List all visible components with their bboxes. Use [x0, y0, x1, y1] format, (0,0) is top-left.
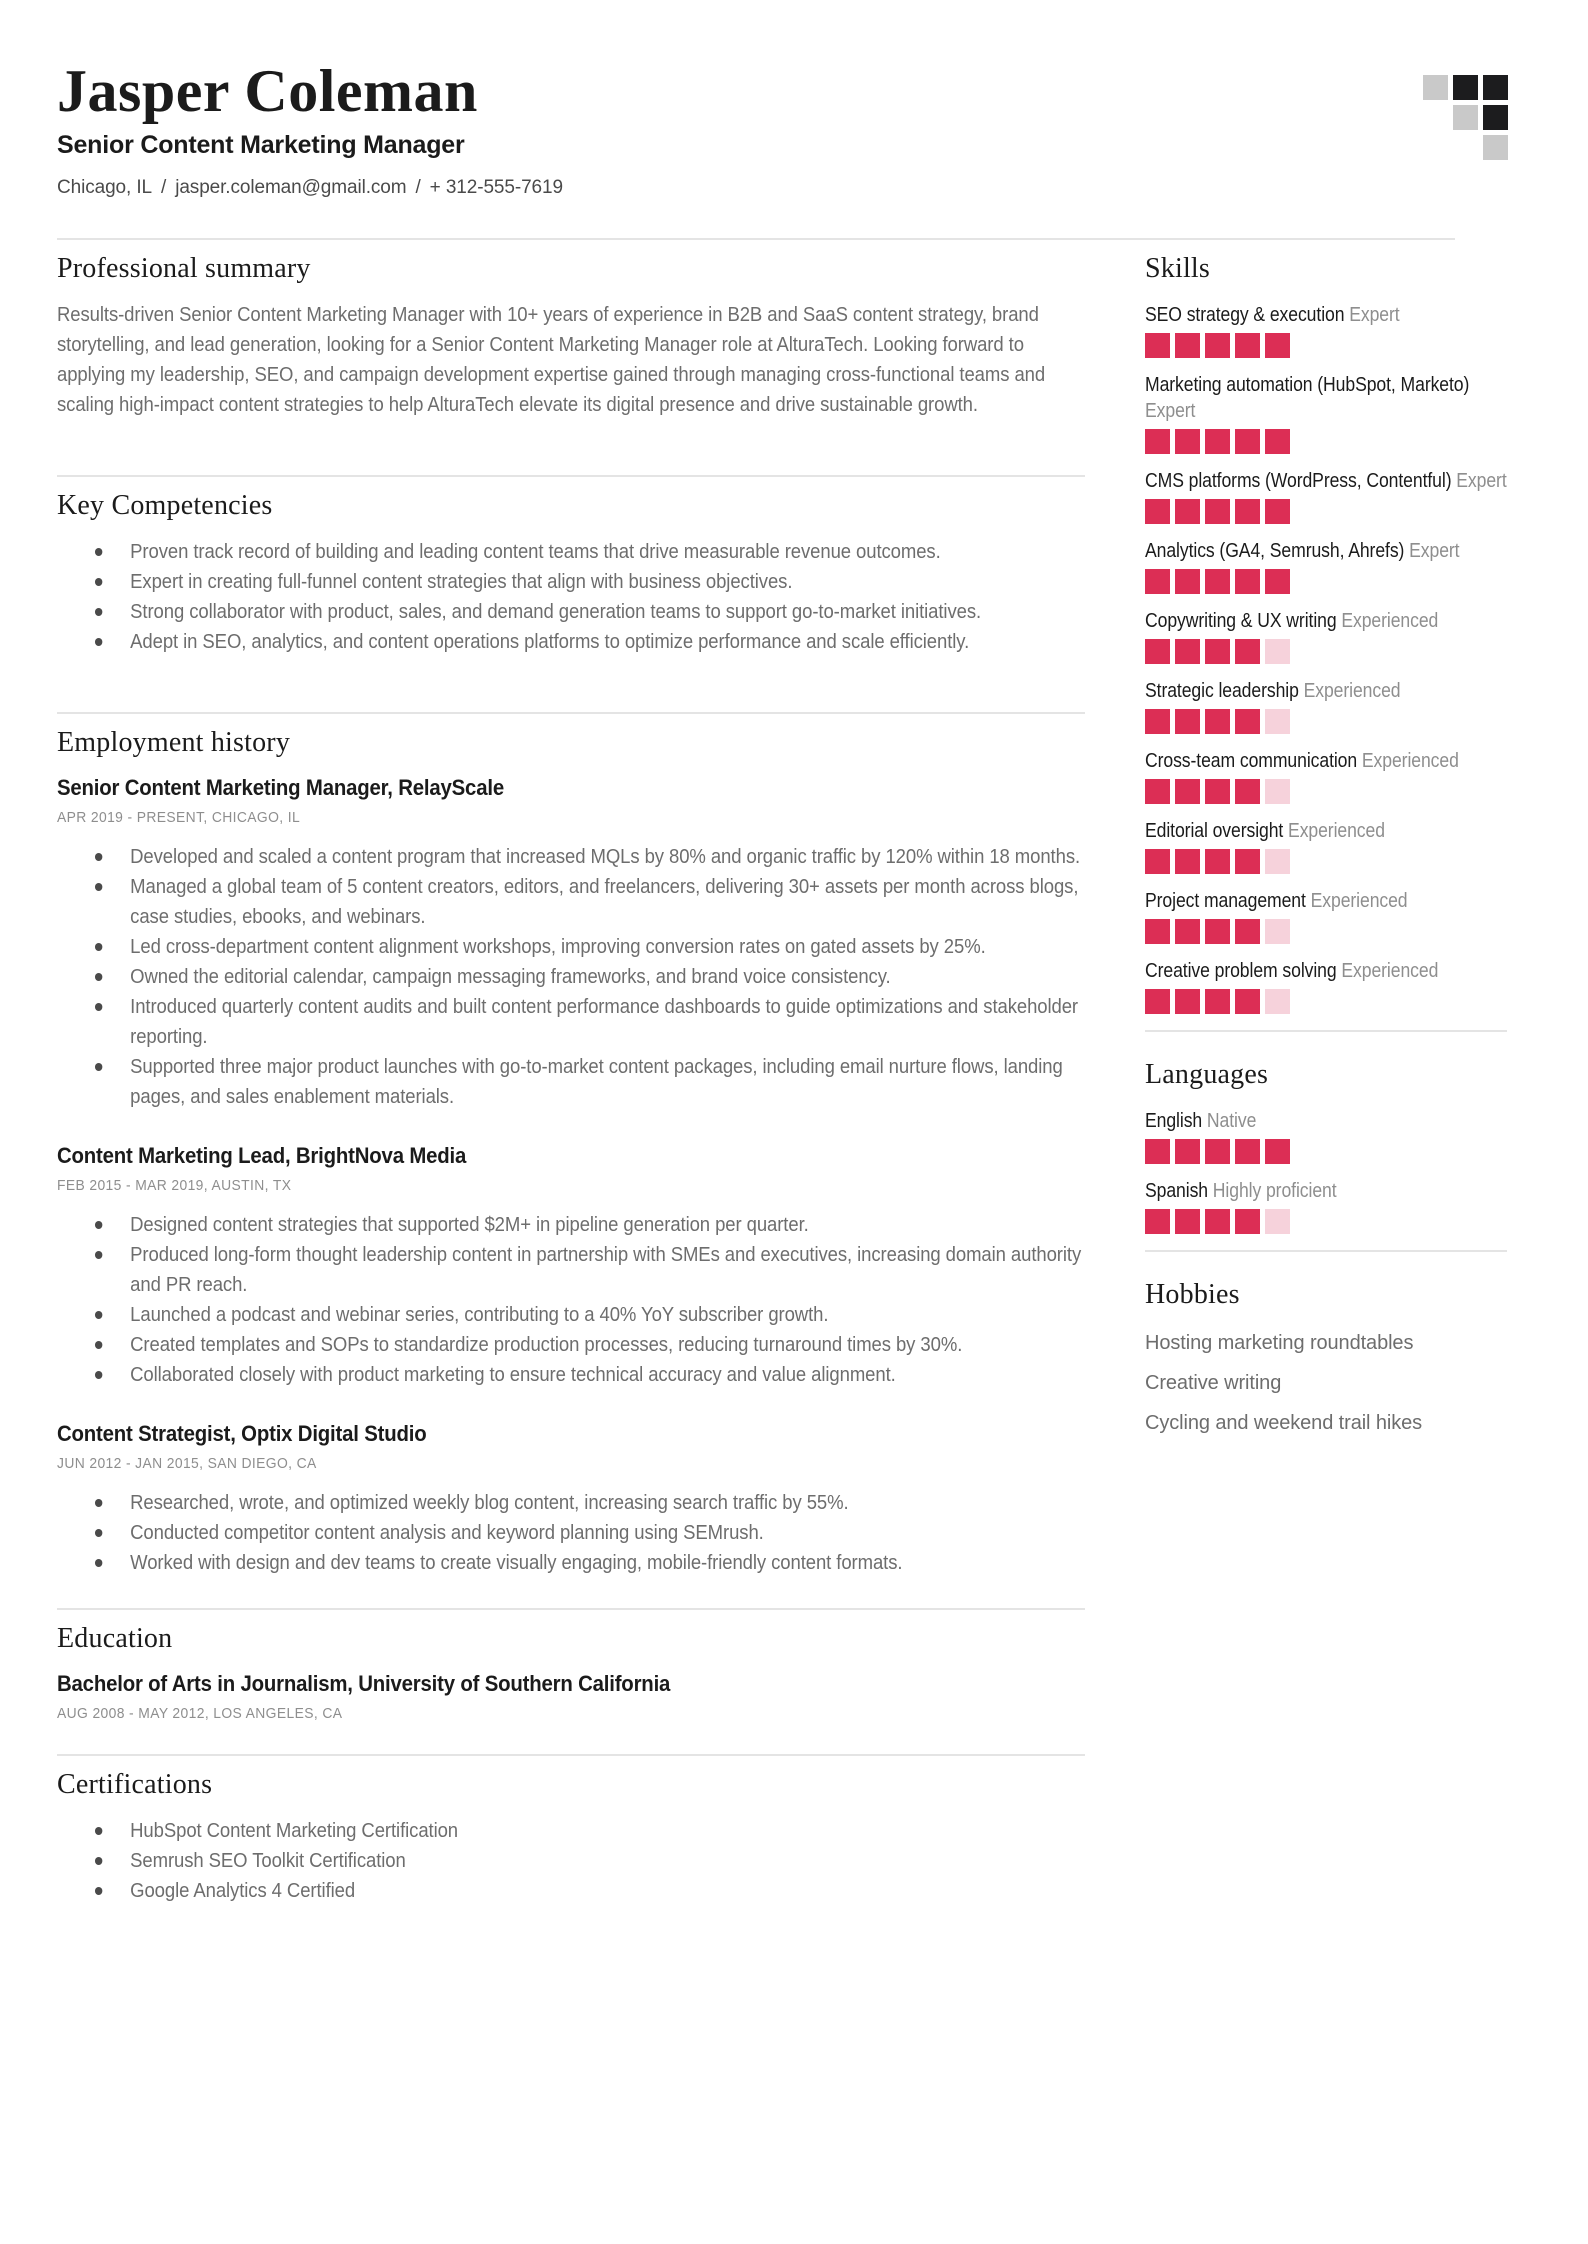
- bullet-item: Led cross-department content alignment workshops, improving conversion rates on gated assets by 25%.: [57, 932, 1085, 962]
- rated-level: Native: [1206, 1110, 1257, 1132]
- rated-label-line: [1145, 888, 1510, 914]
- section-divider: [57, 1754, 1085, 1756]
- bullet-item: Produced long-form thought leadership content in partnership with SMEs and executives, increasing domain authority and PR reach.: [57, 1240, 1085, 1300]
- rated-label: Analytics (GA4, Semrush, Ahrefs): [1145, 540, 1405, 562]
- job-title: Content Strategist, Optix Digital Studio: [57, 1421, 427, 1446]
- rating-square-filled: [1235, 709, 1260, 734]
- certification-list: [57, 1816, 1085, 1906]
- skill-list: [1145, 302, 1510, 1014]
- rated-label: Spanish: [1145, 1180, 1208, 1202]
- certifications-heading: Certifications: [57, 1769, 213, 1800]
- rating-square-filled: [1145, 333, 1170, 358]
- rated-label-line: [1145, 302, 1510, 328]
- rating-bar: [1145, 709, 1510, 734]
- rated-item: [1145, 678, 1510, 734]
- rating-square-filled: [1175, 1139, 1200, 1164]
- sidebar-hobbies: [1145, 1278, 1510, 1438]
- rating-square-filled: [1205, 849, 1230, 874]
- rated-label: Marketing automation (HubSpot, Marketo): [1145, 374, 1470, 396]
- summary-text: Results-driven Senior Content Marketing Manager with 10+ years of experience in B2B and SaaS content strategy, brand storytelling, and lead generation, looking for a Senior Content Marketing Manager role at AlturaTech. Looking forward to applying my leadership, SEO, and campaign development expertise gained through managing cross-functional teams and scaling high-impact content strategies to help AlturaTech elevate its digital presence and drive sustainable growth.: [57, 304, 1046, 416]
- job-dates: FEB 2015 - MAR 2019, AUSTIN, TX: [57, 1177, 292, 1194]
- rating-square-empty: [1265, 919, 1290, 944]
- rated-label-line: [1145, 372, 1510, 424]
- education-heading: Education: [57, 1623, 173, 1654]
- rated-item: [1145, 1178, 1510, 1234]
- sidebar-divider: [1145, 1250, 1507, 1252]
- rating-bar: [1145, 499, 1510, 524]
- rating-square-empty: [1265, 709, 1290, 734]
- rated-item: [1145, 608, 1510, 664]
- rating-square-filled: [1145, 919, 1170, 944]
- rated-label: Project management: [1145, 890, 1306, 912]
- languages-heading: Languages: [1145, 1059, 1269, 1090]
- rating-square-filled: [1235, 1209, 1260, 1234]
- rating-bar: [1145, 1209, 1510, 1234]
- logo-cell-gray: [1453, 105, 1478, 130]
- rated-level: Expert: [1145, 400, 1196, 422]
- rating-bar: [1145, 1139, 1510, 1164]
- rating-square-filled: [1235, 569, 1260, 594]
- bullet-item: Google Analytics 4 Certified: [57, 1876, 1085, 1906]
- hobby-item: Creative writing: [1145, 1372, 1282, 1394]
- rating-square-filled: [1235, 779, 1260, 804]
- rated-label-line: [1145, 538, 1510, 564]
- job-bullet-list: [57, 1488, 1085, 1578]
- rated-label: SEO strategy & execution: [1145, 304, 1345, 326]
- bullet-item: Adept in SEO, analytics, and content operations platforms to optimize performance and scale efficiently.: [57, 627, 1085, 657]
- job-bullet-list: [57, 1210, 1085, 1390]
- rating-bar: [1145, 919, 1510, 944]
- rating-square-filled: [1265, 1139, 1290, 1164]
- competencies-heading: Key Competencies: [57, 490, 273, 521]
- rated-label: English: [1145, 1110, 1203, 1132]
- bullet-item: Owned the editorial calendar, campaign messaging frameworks, and brand voice consistency.: [57, 962, 1085, 992]
- rated-label-line: [1145, 1108, 1510, 1134]
- sidebar-skills: [1145, 252, 1510, 1014]
- bullet-item: Managed a global team of 5 content creators, editors, and freelancers, delivering 30+ assets per month across blogs, case studies, ebooks, and webinars.: [57, 872, 1085, 932]
- rating-square-filled: [1205, 779, 1230, 804]
- rated-level: Experienced: [1288, 820, 1385, 842]
- logo-cell-empty: [1423, 135, 1448, 160]
- rated-label-line: [1145, 678, 1510, 704]
- rating-square-empty: [1265, 779, 1290, 804]
- rated-label: CMS platforms (WordPress, Contentful): [1145, 470, 1452, 492]
- rated-label-line: [1145, 608, 1510, 634]
- rating-square-filled: [1175, 333, 1200, 358]
- job-dates: JUN 2012 - JAN 2015, SAN DIEGO, CA: [57, 1455, 317, 1472]
- hobbies-heading: Hobbies: [1145, 1279, 1240, 1310]
- contact-line: [57, 176, 1531, 200]
- rated-label-line: [1145, 958, 1510, 984]
- hobby-item: Hosting marketing roundtables: [1145, 1332, 1414, 1354]
- rating-bar: [1145, 779, 1510, 804]
- bullet-item: Created templates and SOPs to standardize production processes, reducing turnaround times by 30%.: [57, 1330, 1085, 1360]
- rating-square-filled: [1265, 569, 1290, 594]
- rating-bar: [1145, 429, 1510, 454]
- hobby-item: Cycling and weekend trail hikes: [1145, 1412, 1423, 1434]
- section-divider: [57, 712, 1085, 714]
- logo-cell-black: [1483, 75, 1508, 100]
- rating-square-filled: [1235, 989, 1260, 1014]
- rating-bar: [1145, 333, 1510, 358]
- rating-square-filled: [1145, 709, 1170, 734]
- job-title: Senior Content Marketing Manager, RelayScale: [57, 775, 504, 800]
- job-entry: [57, 1420, 1085, 1578]
- rating-square-filled: [1235, 849, 1260, 874]
- rating-square-filled: [1265, 429, 1290, 454]
- rating-square-filled: [1235, 1139, 1260, 1164]
- rating-square-filled: [1175, 499, 1200, 524]
- rating-square-filled: [1265, 499, 1290, 524]
- rating-square-filled: [1235, 333, 1260, 358]
- rated-label-line: [1145, 468, 1510, 494]
- bullet-item: Introduced quarterly content audits and built content performance dashboards to guide optimizations and stakeholder reporting.: [57, 992, 1085, 1052]
- language-list: [1145, 1108, 1510, 1234]
- bullet-item: HubSpot Content Marketing Certification: [57, 1816, 1085, 1846]
- rating-square-filled: [1205, 989, 1230, 1014]
- rating-square-filled: [1175, 639, 1200, 664]
- rating-square-filled: [1205, 569, 1230, 594]
- rating-square-filled: [1205, 1209, 1230, 1234]
- candidate-name: Jasper Coleman: [57, 58, 478, 124]
- rating-bar: [1145, 569, 1510, 594]
- logo-cell-black: [1453, 75, 1478, 100]
- rated-level: Expert: [1456, 470, 1507, 492]
- rating-square-filled: [1145, 1139, 1170, 1164]
- rating-bar: [1145, 849, 1510, 874]
- rating-square-filled: [1145, 849, 1170, 874]
- logo-cell-empty: [1453, 135, 1478, 160]
- hobby-list: [1145, 1328, 1510, 1438]
- rated-level: Experienced: [1310, 890, 1408, 912]
- logo-cell-black: [1483, 105, 1508, 130]
- bullet-item: Designed content strategies that supported $2M+ in pipeline generation per quarter.: [57, 1210, 1085, 1240]
- rated-level: Experienced: [1361, 750, 1459, 772]
- rating-square-filled: [1205, 499, 1230, 524]
- job-entry: [57, 774, 1085, 1112]
- rated-label: Editorial oversight: [1145, 820, 1284, 842]
- rating-square-filled: [1205, 639, 1230, 664]
- employment-heading: Employment history: [57, 727, 291, 758]
- header: [57, 58, 1531, 200]
- rated-label-line: [1145, 818, 1510, 844]
- rated-level: Experienced: [1341, 960, 1439, 982]
- summary-heading: Professional summary: [57, 253, 311, 284]
- skills-heading: Skills: [1145, 253, 1211, 284]
- rating-square-filled: [1235, 499, 1260, 524]
- rating-square-filled: [1205, 709, 1230, 734]
- bullet-item: Conducted competitor content analysis and keyword planning using SEMrush.: [57, 1518, 1085, 1548]
- rated-item: [1145, 538, 1510, 594]
- rating-square-filled: [1235, 639, 1260, 664]
- rated-item: [1145, 958, 1510, 1014]
- rating-square-empty: [1265, 849, 1290, 874]
- bullet-item: Semrush SEO Toolkit Certification: [57, 1846, 1085, 1876]
- rating-square-filled: [1265, 333, 1290, 358]
- rated-level: Highly proficient: [1212, 1180, 1337, 1202]
- education-dates: AUG 2008 - MAY 2012, LOS ANGELES, CA: [57, 1705, 343, 1722]
- rating-square-empty: [1265, 639, 1290, 664]
- rating-square-filled: [1145, 779, 1170, 804]
- job-dates: APR 2019 - PRESENT, CHICAGO, IL: [57, 809, 301, 826]
- contact-separator: /: [161, 177, 167, 198]
- section-competencies: [57, 489, 1085, 712]
- rated-level: Experienced: [1341, 610, 1439, 632]
- contact-location: Chicago, IL: [57, 177, 153, 198]
- bullet-item: Worked with design and dev teams to create visually engaging, mobile-friendly content formats.: [57, 1548, 1085, 1578]
- rating-square-filled: [1175, 919, 1200, 944]
- bullet-item: Strong collaborator with product, sales, and demand generation teams to support go-to-market initiatives.: [57, 597, 1085, 627]
- contact-separator: /: [415, 177, 421, 198]
- rated-item: [1145, 302, 1510, 358]
- rated-label-line: [1145, 1178, 1510, 1204]
- rating-square-filled: [1175, 849, 1200, 874]
- bullet-item: Launched a podcast and webinar series, contributing to a 40% YoY subscriber growth.: [57, 1300, 1085, 1330]
- rating-square-filled: [1175, 709, 1200, 734]
- logo-cell-gray: [1483, 135, 1508, 160]
- rated-item: [1145, 1108, 1510, 1164]
- rating-square-filled: [1205, 919, 1230, 944]
- rating-square-filled: [1145, 429, 1170, 454]
- candidate-job-title: Senior Content Marketing Manager: [57, 131, 465, 159]
- rating-bar: [1145, 639, 1510, 664]
- rating-bar: [1145, 989, 1510, 1014]
- rated-label: Strategic leadership: [1145, 680, 1299, 702]
- rating-square-filled: [1175, 1209, 1200, 1234]
- rating-square-filled: [1145, 1209, 1170, 1234]
- education-entry: [57, 1670, 1085, 1724]
- sidebar-languages: [1145, 1058, 1510, 1234]
- rating-square-filled: [1205, 1139, 1230, 1164]
- rating-square-filled: [1145, 499, 1170, 524]
- rating-square-filled: [1145, 569, 1170, 594]
- section-divider: [57, 475, 1085, 477]
- header-divider: [57, 238, 1455, 240]
- rating-square-filled: [1205, 429, 1230, 454]
- job-title: Content Marketing Lead, BrightNova Media: [57, 1143, 467, 1168]
- logo-cell-empty: [1423, 105, 1448, 130]
- section-certifications: [57, 1768, 1085, 1961]
- competency-list: [57, 537, 1085, 657]
- rated-item: [1145, 468, 1510, 524]
- rated-label: Cross-team communication: [1145, 750, 1358, 772]
- rated-level: Expert: [1409, 540, 1460, 562]
- rated-label: Creative problem solving: [1145, 960, 1337, 982]
- rating-square-filled: [1145, 639, 1170, 664]
- section-education: [57, 1622, 1085, 1754]
- logo-mark: [1423, 75, 1508, 160]
- degree-title: Bachelor of Arts in Journalism, University of Southern California: [57, 1671, 671, 1696]
- sidebar: [1145, 252, 1510, 1448]
- section-employment: [57, 726, 1085, 1608]
- rating-square-filled: [1175, 779, 1200, 804]
- rated-label-line: [1145, 748, 1510, 774]
- contact-email: jasper.coleman@gmail.com: [175, 177, 407, 198]
- job-list: [57, 774, 1085, 1578]
- rating-square-filled: [1175, 989, 1200, 1014]
- rated-level: Expert: [1349, 304, 1400, 326]
- bullet-item: Researched, wrote, and optimized weekly blog content, increasing search traffic by 55%.: [57, 1488, 1085, 1518]
- rating-square-filled: [1235, 919, 1260, 944]
- main-column: [57, 252, 1085, 1961]
- rated-item: [1145, 748, 1510, 804]
- rated-level: Experienced: [1303, 680, 1401, 702]
- rated-item: [1145, 888, 1510, 944]
- rating-square-filled: [1145, 989, 1170, 1014]
- section-summary: [57, 252, 1085, 475]
- job-entry: [57, 1142, 1085, 1390]
- rated-item: [1145, 818, 1510, 874]
- section-divider: [57, 1608, 1085, 1610]
- rated-item: [1145, 372, 1510, 454]
- bullet-item: Proven track record of building and leading content teams that drive measurable revenue outcomes.: [57, 537, 1085, 567]
- contact-phone: + 312-555-7619: [429, 177, 563, 198]
- bullet-item: Collaborated closely with product marketing to ensure technical accuracy and value alignment.: [57, 1360, 1085, 1390]
- bullet-item: Expert in creating full-funnel content strategies that align with business objectives.: [57, 567, 1085, 597]
- rating-square-empty: [1265, 989, 1290, 1014]
- rating-square-filled: [1175, 569, 1200, 594]
- logo-cell-gray: [1423, 75, 1448, 100]
- bullet-item: Developed and scaled a content program that increased MQLs by 80% and organic traffic by 120% within 18 months.: [57, 842, 1085, 872]
- rating-square-filled: [1235, 429, 1260, 454]
- rating-square-empty: [1265, 1209, 1290, 1234]
- job-bullet-list: [57, 842, 1085, 1112]
- rating-square-filled: [1175, 429, 1200, 454]
- bullet-item: Supported three major product launches with go-to-market content packages, including email nurture flows, landing pages, and sales enablement materials.: [57, 1052, 1085, 1112]
- rated-label: Copywriting & UX writing: [1145, 610, 1337, 632]
- rating-square-filled: [1205, 333, 1230, 358]
- sidebar-divider: [1145, 1030, 1507, 1032]
